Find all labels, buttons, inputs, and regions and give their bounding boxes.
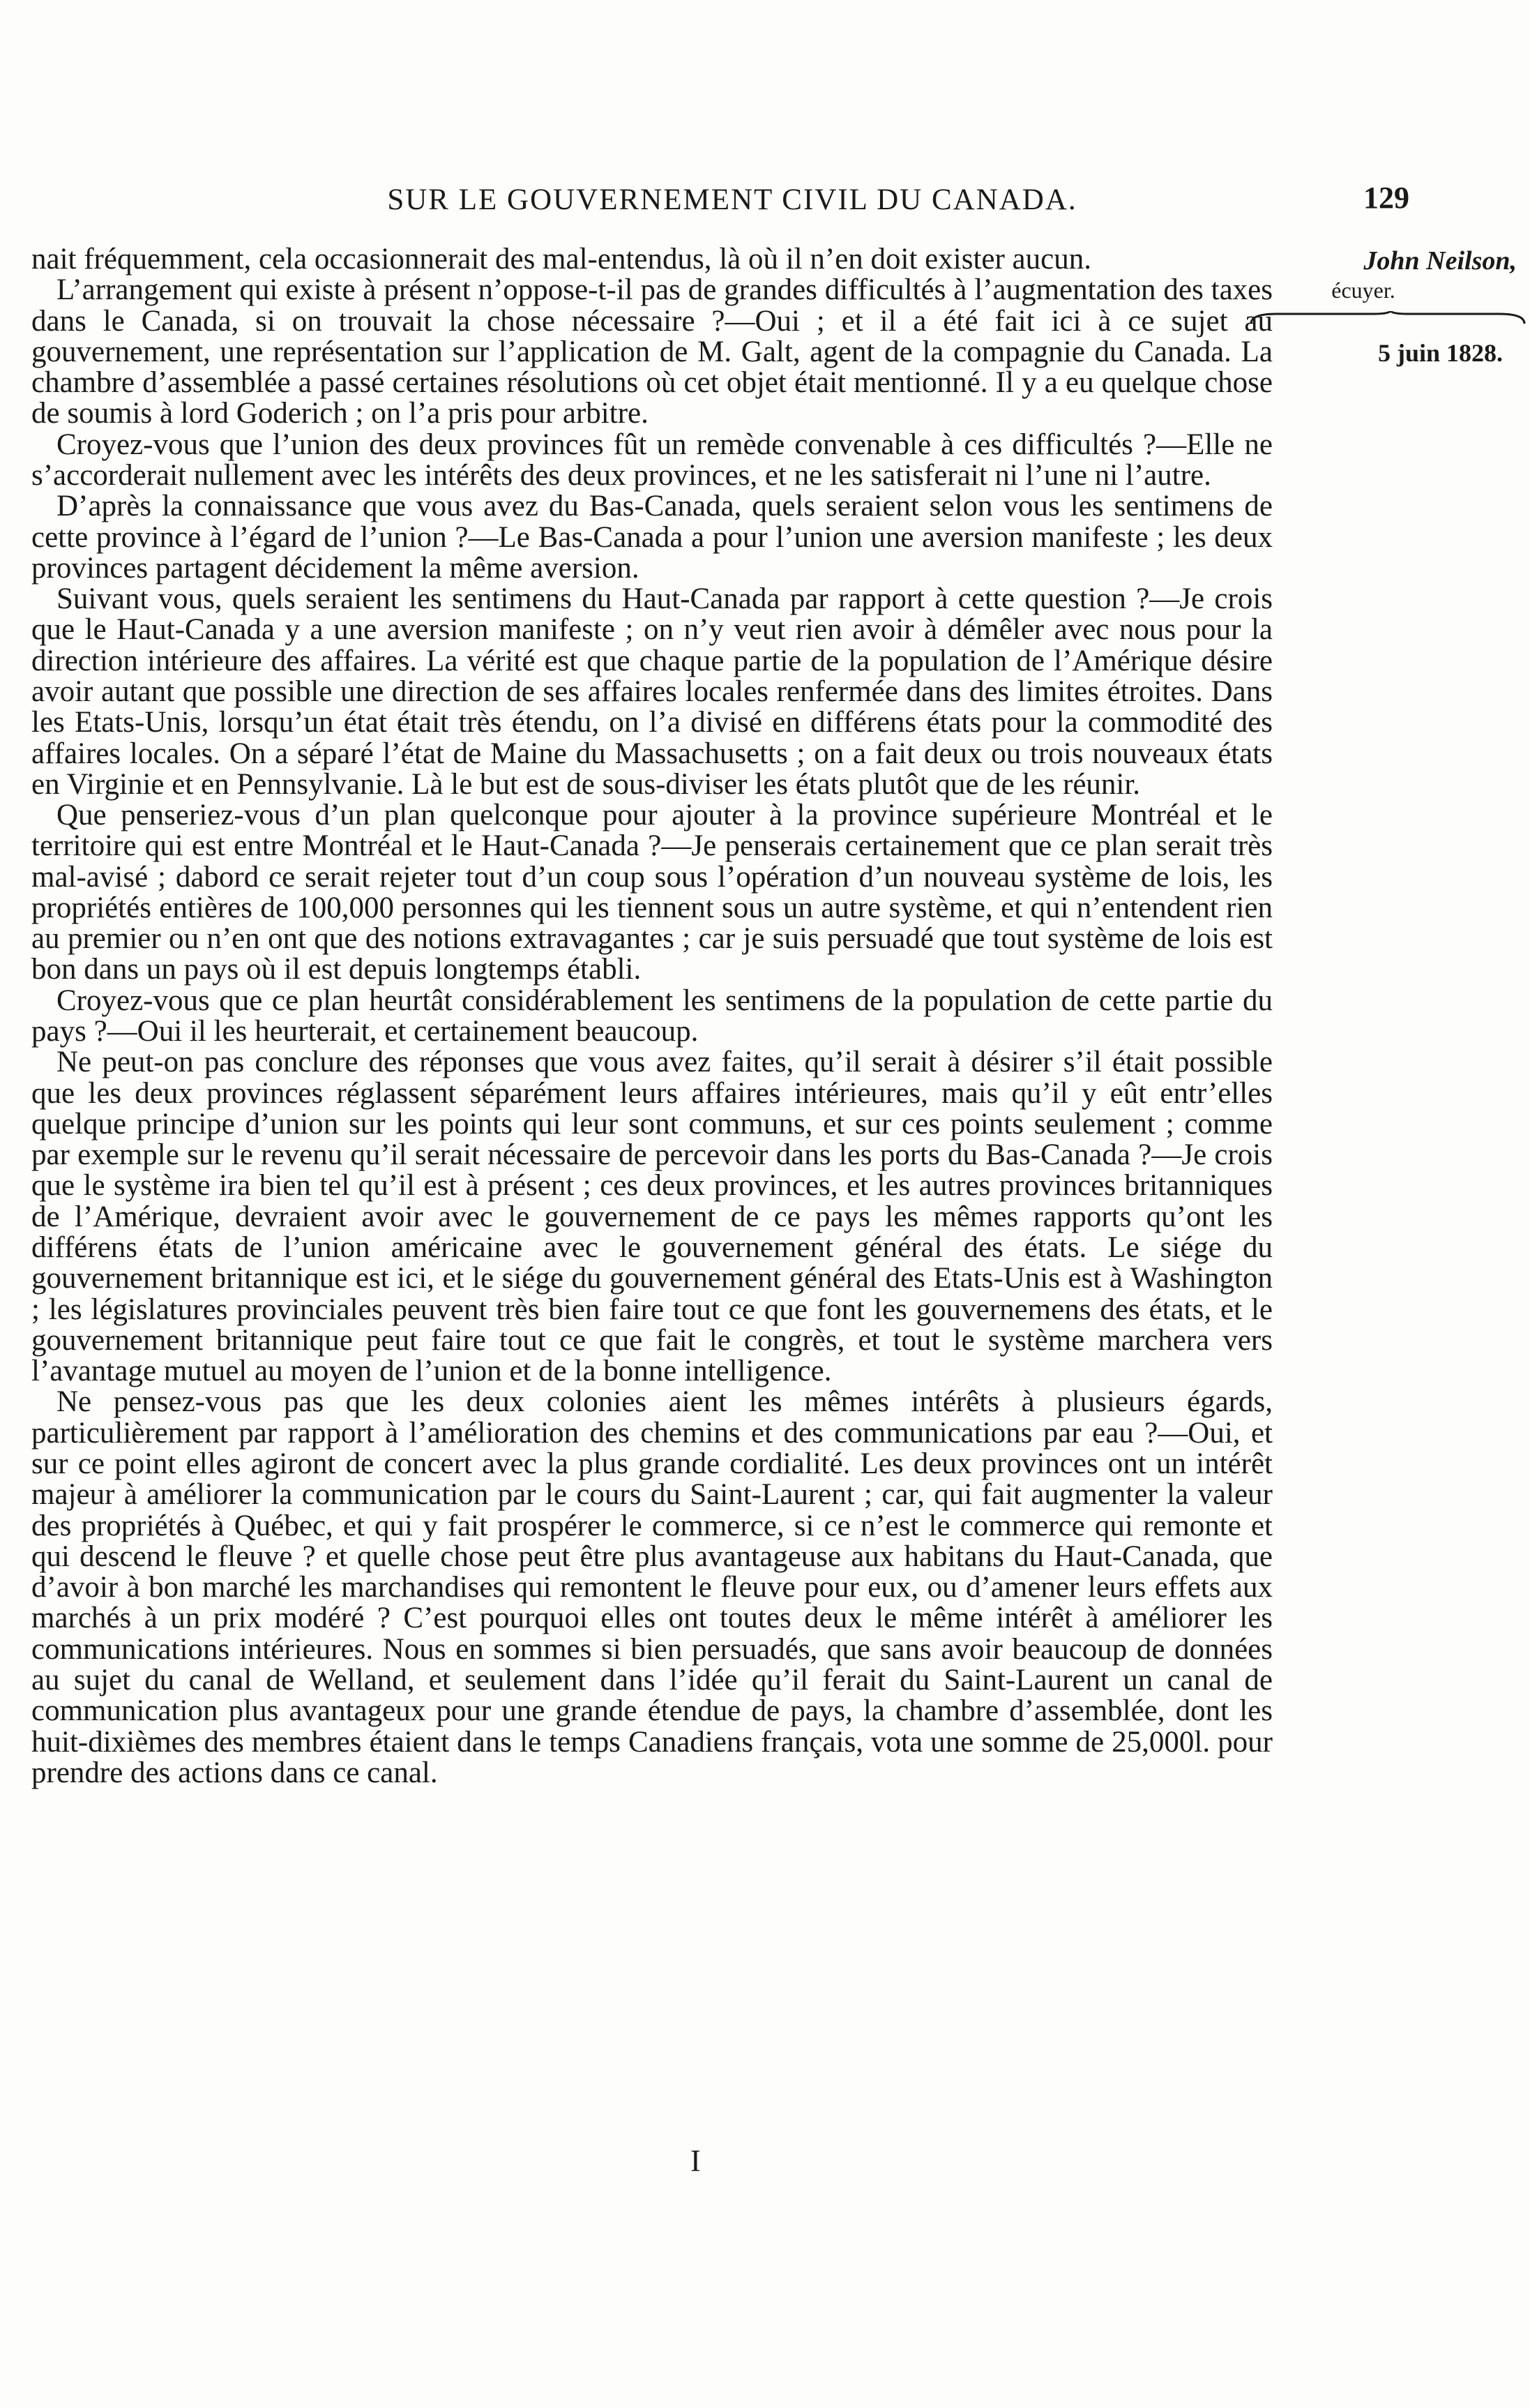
page-number: 129 [1363, 181, 1409, 215]
paragraph: Croyez-vous que ce plan heurtât considérablement les sentimens de la population de cette partie du pays ?—Oui il les heurterait, et certainement beaucoup. [31, 984, 1273, 1048]
running-title: SUR LE GOUVERNEMENT CIVIL DU CANADA. [387, 183, 1077, 216]
paragraph: Ne pensez-vous pas que les deux colonies aient les mêmes intérêts à plusieurs égards, particulièrement par rapport à l’amélioration des chemins et des communications par eau ?—Oui, et sur ce point elles agiront de concert avec la plus grande cordialité. Les deux provinces ont un intérêt majeur à améliorer la communication par le cours du Saint-Laurent ; car, qui fait augmenter la valeur des propriétés à Québec, et qui y fait prospérer le commerce, si ce n’est le commerce qui remonte et qui descend le fleuve ? et quelle chose peut être plus avantageuse aux habitans du Haut-Canada, que d’avoir à bon marché les marchandises qui remontent le fleuve pour eux, ou d’amener leurs effets aux marchés à un prix modéré ? C’est pourquoi elles ont toutes deux le même intérêt à améliorer les communications intérieures. Nous en sommes si bien persuadés, que sans avoir beaucoup de données au sujet du canal de Welland, et seulement dans l’idée qu’il ferait du Saint-Laurent un canal de communication plus avantageux pour une grande étendue de pays, la chambre d’assemblée, dont les huit-dixièmes des membres étaient dans le temps Canadiens français, vota une somme de 25,000l. pour prendre des actions dans ce canal. [31, 1385, 1273, 1789]
signature-mark: I [690, 2144, 701, 2178]
margin-brace [1248, 311, 1527, 326]
paragraph: Que penseriez-vous d’un plan quelconque pour ajouter à la province supérieure Montréal et le territoire qui est entre Montréal et le Haut-Canada ?—Je penserais certainement que ce plan serait très mal-avisé ; dabord ce serait rejeter tout d’un coup sous l’opération d’un nouveau système de lois, les propriétés entières de 100,000 personnes qui les tiennent sous un autre système, et qui n’entendent rien au premier ou n’en ont que des notions extravagantes ; car je suis persuadé que tout système de lois est bon dans un pays où il est depuis longtemps établi. [31, 799, 1273, 986]
paragraph: nait fréquemment, cela occasionnerait des mal-entendus, là où il n’en doit exister aucun. [31, 243, 1091, 276]
paragraph: Croyez-vous que l’union des deux provinces fût un remède convenable à ces difficultés ?—Elle ne s’accorderait nullement avec les intérêts des deux provinces, et ne les satisferait ni l’une ni l’autre. [31, 428, 1273, 492]
paragraph: Ne peut-on pas conclure des réponses que vous avez faites, qu’il serait à désirer s’il était possible que les deux provinces réglassent séparément leurs affaires intérieures, mais qu’il y eût entr’elles quelque principe d’union sur les points qui leur sont communs, et sur ces points seulement ; comme par exemple sur le revenu qu’il serait nécessaire de percevoir dans les ports du Bas-Canada ?—Je crois que le système ira bien tel qu’il est à présent ; ces deux provinces, et les autres provinces britanniques de l’Amérique, devraient avoir avec le gouvernement de ce pays les mêmes rapports qu’ont les différens états de l’union américaine avec le gouvernement général des états. Le siége du gouvernement britannique est ici, et le siége du gouvernement général des Etats-Unis est à Washington ; les législatures provinciales peuvent très bien faire tout ce que font les gouvernemens des états, et le gouvernement britannique peut faire tout ce que fait le congrès, et tout le système marchera vers l’avantage mutuel au moyen de l’union et de la bonne intelligence. [31, 1046, 1273, 1388]
paragraph: D’après la connaissance que vous avez du Bas-Canada, quels seraient selon vous les sentimens de cette province à l’égard de l’union ?—Le Bas-Canada a pour l’union une aversion manifeste ; les deux provinces partagent décidement la même aversion. [31, 490, 1273, 585]
margin-witness-title: écuyer. [1331, 278, 1395, 303]
margin-date: 5 juin 1828. [1377, 339, 1503, 367]
body-text [31, 244, 1273, 1789]
paragraph: Suivant vous, quels seraient les sentimens du Haut-Canada par rapport à cette question ?—Je crois que le Haut-Canada y a une aversion manifeste ; on n’y veut rien avoir à démêler avec nous pour la direction intérieure des affaires. La vérité est que chaque partie de la population de l’Amérique désire avoir autant que possible une direction de ses affaires locales renfermée dans des limites étroites. Dans les Etats-Unis, lorsqu’un état était très étendu, on l’a divisé en différens états pour la commodité des affaires locales. On a séparé l’état de Maine du Massachusetts ; on a fait deux ou trois nouveaux états en Virginie et en Pennsylvanie. Là le but est de sous-diviser les états plutôt que de les réunir. [31, 582, 1273, 801]
paragraph: L’arrangement qui existe à présent n’oppose-t-il pas de grandes difficultés à l’augmentation des taxes dans le Canada, si on trouvait la chose nécessaire ?—Oui ; et il a été fait ici à ce sujet au gouvernement, une représentation sur l’application de M. Galt, agent de la compagnie du Canada. La chambre d’assemblée a passé certaines résolutions où cet objet était mentionné. Il y a eu quelque chose de soumis à lord Goderich ; on l’a pris pour arbitre. [31, 273, 1273, 430]
margin-witness-name: John Neilson, [1363, 246, 1517, 276]
